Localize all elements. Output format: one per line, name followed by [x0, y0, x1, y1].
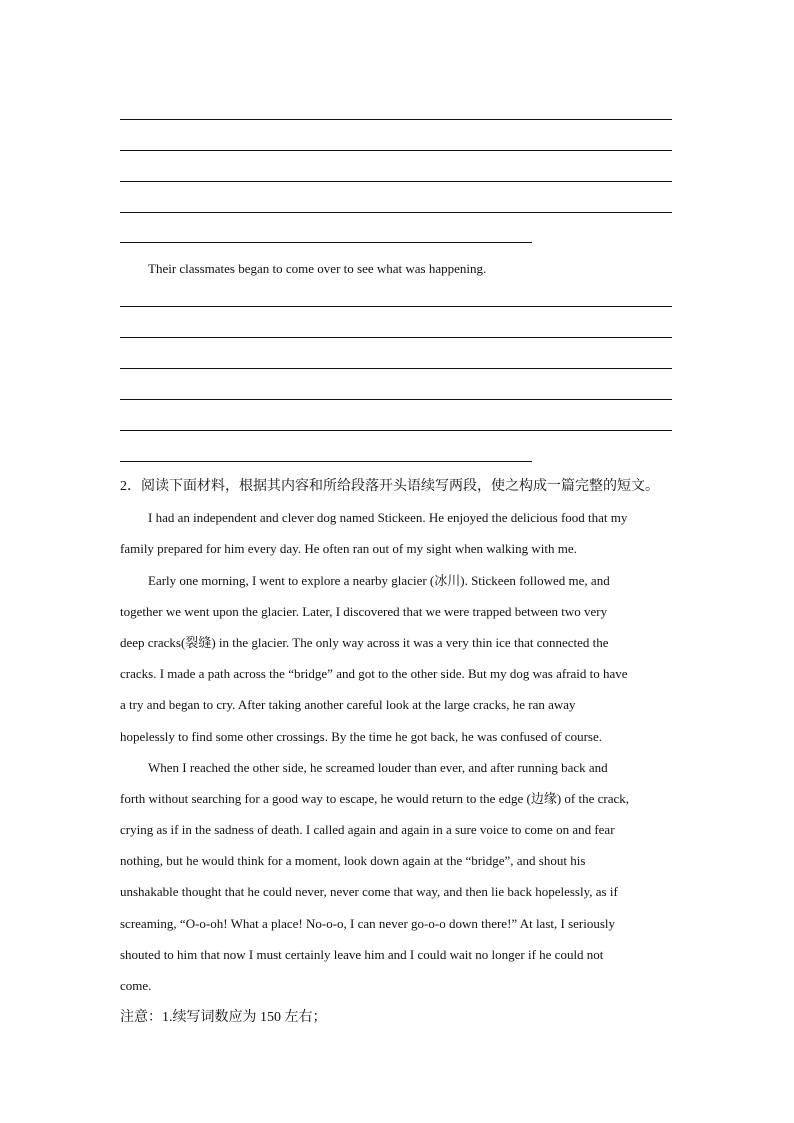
passage-line: a try and began to cry. After taking another careful look at the large cracks, he ran away — [120, 697, 576, 712]
answer-line — [120, 150, 672, 151]
passage-line: shouted to him that now I must certainly leave him and I could wait no longer if he could not — [120, 947, 604, 962]
passage-line: cracks. I made a path across the “bridge” and got to the other side. But my dog was afraid to have — [120, 666, 628, 681]
passage-line: nothing, but he would think for a moment, look down again at the “bridge”, and shout his — [120, 853, 586, 868]
answer-line — [120, 430, 672, 431]
passage-line: together we went upon the glacier. Later, I discovered that we were trapped between two very — [120, 604, 608, 619]
answer-line — [120, 399, 672, 400]
answer-line — [120, 306, 672, 307]
answer-line — [120, 119, 672, 120]
answer-line — [120, 181, 672, 182]
passage-line: screaming, “O-o-oh! What a place! No-o-o, I can never go-o-o down there!” At last, I seriously — [120, 916, 616, 931]
passage-line: Early one morning, I went to explore a nearby glacier (冰川). Stickeen followed me, and — [148, 573, 610, 588]
question-number: 2． — [120, 479, 141, 494]
passage-line: deep cracks(裂缝) in the glacier. The only way across it was a very thin ice that connected the — [120, 635, 609, 650]
passage-line: hopelessly to find some other crossings. By the time he got back, he was confused of course. — [120, 729, 602, 744]
answer-line — [120, 368, 672, 369]
answer-line — [120, 242, 532, 243]
question-instruction: 阅读下面材料，根据其内容和所给段落开头语续写两段，使之构成一篇完整的短文。 — [141, 479, 659, 494]
question-heading — [120, 479, 680, 495]
passage-line: When I reached the other side, he screamed louder than ever, and after running back and — [148, 760, 608, 775]
passage-line: come. — [120, 978, 152, 993]
passage-line: I had an independent and clever dog named Stickeen. He enjoyed the delicious food that my — [148, 510, 628, 525]
passage-line: forth without searching for a good way to escape, he would return to the edge (边缘) of the crack, — [120, 791, 629, 806]
answer-line — [120, 337, 672, 338]
note: 注意：1.续写词数应为 150 左右； — [120, 1010, 327, 1025]
answer-line — [120, 461, 532, 462]
paragraph-prompt: Their classmates began to come over to see what was happening. — [148, 261, 487, 276]
passage-line: family prepared for him every day. He often ran out of my sight when walking with me. — [120, 541, 577, 556]
passage-line: crying as if in the sadness of death. I called again and again in a sure voice to come on and fear — [120, 822, 615, 837]
passage-line: unshakable thought that he could never, never come that way, and then lie back hopelessly, as if — [120, 884, 618, 899]
answer-line — [120, 212, 672, 213]
